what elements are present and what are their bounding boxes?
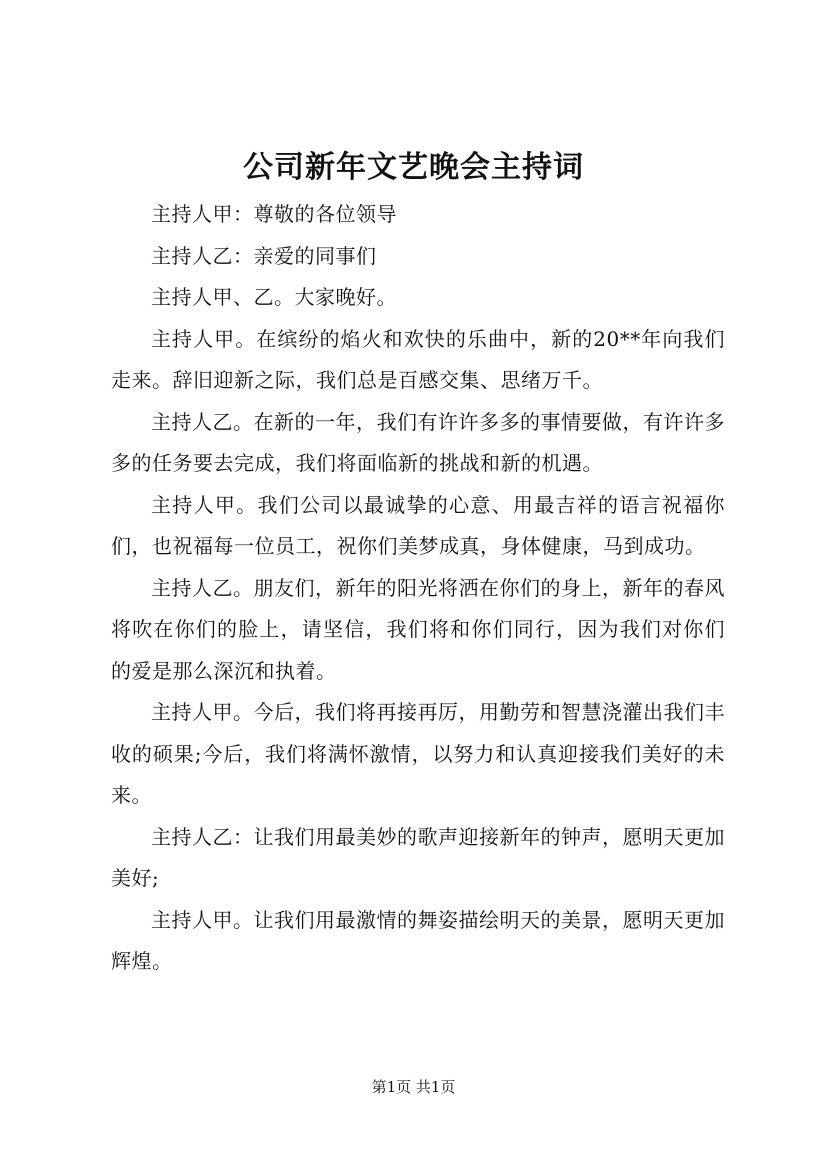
page-footer: 第1页 共1页 — [371, 1078, 456, 1096]
document-body — [111, 194, 725, 983]
paragraph: 主持人乙。朋友们，新年的阳光将洒在你们的身上，新年的春风将吹在你们的脸上，请坚信，我们将和你们同行，因为我们对你们的爱是那么深沉和执着。 — [111, 575, 725, 683]
paragraph: 主持人甲：尊敬的各位领导 — [151, 202, 397, 226]
paragraph: 主持人甲。今后，我们将再接再厉，用勤劳和智慧浇灌出我们丰收的硕果;今后，我们将满怀激情，以努力和认真迎接我们美好的未来。 — [111, 700, 725, 807]
paragraph: 主持人甲。让我们用最激情的舞姿描绘明天的美景，愿明天更加辉煌。 — [111, 907, 725, 973]
paragraph: 主持人甲。我们公司以最诚挚的心意、用最吉祥的语言祝福你们，也祝福每一位员工，祝你们美梦成真，身体健康，马到成功。 — [111, 492, 725, 558]
paragraph: 主持人乙：让我们用最美妙的歌声迎接新年的钟声，愿明天更加美好; — [111, 824, 725, 890]
paragraph: 主持人甲、乙。大家晚好。 — [151, 285, 397, 309]
document-title: 公司新年文艺晚会主持词 — [243, 150, 584, 185]
paragraph: 主持人乙：亲爱的同事们 — [151, 243, 377, 268]
paragraph: 主持人乙。在新的一年，我们有许许多多的事情要做，有许许多多的任务要去完成，我们将面临新的挑战和新的机遇。 — [111, 409, 725, 475]
paragraph: 主持人甲。在缤纷的焰火和欢快的乐曲中，新的20**年向我们走来。辞旧迎新之际，我们总是百感交集、思绪万千。 — [111, 326, 725, 392]
